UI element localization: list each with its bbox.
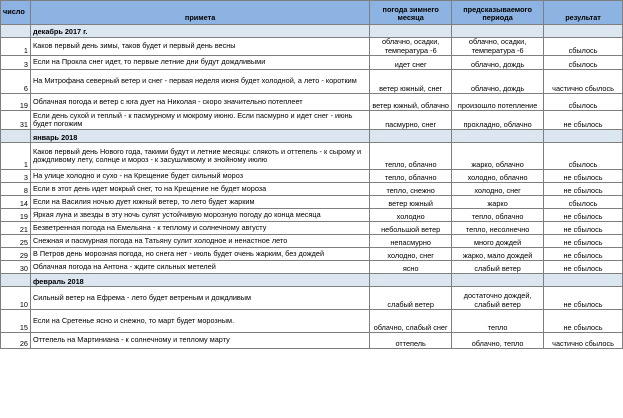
forecast-cell[interactable]: жарко, мало дождей <box>452 248 544 261</box>
weather-cell[interactable]: ветер южный <box>370 196 452 209</box>
weather-cell[interactable]: пасмурно, снег <box>370 111 452 130</box>
day-cell[interactable]: 31 <box>1 111 31 130</box>
month-row <box>1 25 623 38</box>
table-row <box>1 209 623 222</box>
forecast-cell[interactable]: много дождей <box>452 235 544 248</box>
sign-cell[interactable]: Снежная и пасмурная погода на Татьяну сулит холодное и ненастное лето <box>30 235 369 248</box>
month-row-blank-cell[interactable] <box>370 274 452 287</box>
weather-cell[interactable]: слабый ветер <box>370 287 452 310</box>
header-result[interactable]: результат <box>544 1 623 25</box>
forecast-cell[interactable]: холодно, снег <box>452 183 544 196</box>
result-cell[interactable]: не сбылось <box>544 183 623 196</box>
forecast-cell[interactable]: тепло <box>452 310 544 333</box>
table-row <box>1 56 623 70</box>
weather-cell[interactable]: тепло, облачно <box>370 143 452 170</box>
month-title[interactable]: январь 2018 <box>30 130 369 143</box>
weather-cell[interactable]: холодно, снег <box>370 248 452 261</box>
forecast-cell[interactable]: облачно, осадки, температура -6 <box>452 38 544 56</box>
sign-cell[interactable]: На Митрофана северный ветер и снег - первая неделя июня будет холодной, а лето - коротким <box>30 70 369 94</box>
month-row-blank-cell[interactable] <box>1 274 31 287</box>
day-cell[interactable]: 26 <box>1 333 31 349</box>
forecast-cell[interactable]: жарко, облачно <box>452 143 544 170</box>
month-row-blank-cell[interactable] <box>1 25 31 38</box>
month-row-blank-cell[interactable] <box>544 25 623 38</box>
table-row <box>1 248 623 261</box>
table-row <box>1 333 623 349</box>
sign-cell[interactable]: Оттепель на Мартиниана - к солнечному и теплому марту <box>30 333 369 349</box>
forecast-cell[interactable]: слабый ветер <box>452 261 544 274</box>
forecast-cell[interactable]: тепло, несолнечно <box>452 222 544 235</box>
weather-cell[interactable]: тепло, облачно <box>370 170 452 183</box>
month-row-blank-cell[interactable] <box>452 130 544 143</box>
result-cell[interactable]: не сбылось <box>544 222 623 235</box>
day-cell[interactable]: 19 <box>1 94 31 111</box>
table-row <box>1 38 623 56</box>
result-cell[interactable]: не сбылось <box>544 209 623 222</box>
result-cell[interactable]: сбылось <box>544 196 623 209</box>
sign-cell[interactable]: Если день сухой и теплый - к пасмурному и мокрому июню. Если пасмурно и идет снег - июнь будет погожим <box>30 111 369 130</box>
sign-cell[interactable]: Сильный ветер на Ефрема - лето будет ветреным и дождливым <box>30 287 369 310</box>
day-cell[interactable]: 3 <box>1 56 31 70</box>
weather-cell[interactable]: непасмурно <box>370 235 452 248</box>
sign-cell[interactable]: Если в этот день идет мокрый снег, то на Крещение не будет мороза <box>30 183 369 196</box>
sign-cell[interactable]: Безветренная погода на Емельяна - к теплому и солнечному августу <box>30 222 369 235</box>
result-cell[interactable]: не сбылось <box>544 310 623 333</box>
table-row <box>1 94 623 111</box>
result-cell[interactable]: сбылось <box>544 56 623 70</box>
result-cell[interactable]: сбылось <box>544 94 623 111</box>
result-cell[interactable]: сбылось <box>544 143 623 170</box>
day-cell[interactable]: 8 <box>1 183 31 196</box>
table-row <box>1 222 623 235</box>
day-cell[interactable]: 29 <box>1 248 31 261</box>
day-cell[interactable]: 14 <box>1 196 31 209</box>
weather-cell[interactable]: оттепель <box>370 333 452 349</box>
header-day[interactable]: число <box>1 1 31 25</box>
forecast-cell[interactable]: достаточно дождей, слабый ветер <box>452 287 544 310</box>
month-row-blank-cell[interactable] <box>370 130 452 143</box>
day-cell[interactable]: 1 <box>1 38 31 56</box>
result-cell[interactable]: сбылось <box>544 38 623 56</box>
sign-cell[interactable]: Если на Василия ночью дует южный ветер, то лето будет жарким <box>30 196 369 209</box>
sign-cell[interactable]: На улице холодно и сухо - на Крещение будет сильный мороз <box>30 170 369 183</box>
sign-cell[interactable]: Если на Прокла снег идет, то первые летние дни будут дождливыми <box>30 56 369 70</box>
day-cell[interactable]: 3 <box>1 170 31 183</box>
table-row <box>1 143 623 170</box>
weather-cell[interactable]: тепло, снежно <box>370 183 452 196</box>
table-row <box>1 70 623 94</box>
sign-cell[interactable]: Яркая луна и звезды в эту ночь сулят устойчивую морозную погоду до конца месяца <box>30 209 369 222</box>
table-row <box>1 170 623 183</box>
table-row <box>1 310 623 333</box>
table-row <box>1 287 623 310</box>
sign-cell[interactable]: Облачная погода и ветер с юга дует на Николая - скоро значительно потеплеет <box>30 94 369 111</box>
forecast-cell[interactable]: холодно, облачно <box>452 170 544 183</box>
forecast-cell[interactable]: прохладно, облачно <box>452 111 544 130</box>
weather-cell[interactable]: ветер южный, облачно <box>370 94 452 111</box>
day-cell[interactable]: 6 <box>1 70 31 94</box>
result-cell[interactable]: не сбылось <box>544 261 623 274</box>
month-title[interactable]: февраль 2018 <box>30 274 369 287</box>
result-cell[interactable]: не сбылось <box>544 235 623 248</box>
result-cell[interactable]: не сбылось <box>544 111 623 130</box>
forecast-cell[interactable]: облачно, тепло <box>452 333 544 349</box>
weather-cell[interactable]: холодно <box>370 209 452 222</box>
result-cell[interactable]: частично сбылось <box>544 333 623 349</box>
month-row-blank-cell[interactable] <box>452 25 544 38</box>
weather-cell[interactable]: ветер южный, снег <box>370 70 452 94</box>
sign-cell[interactable]: Если на Сретенье ясно и снежно, то март будет морозным. <box>30 310 369 333</box>
weather-cell[interactable]: ясно <box>370 261 452 274</box>
weather-cell[interactable]: идет снег <box>370 56 452 70</box>
sign-cell[interactable]: Облачная погода на Антона - ждите сильных метелей <box>30 261 369 274</box>
day-cell[interactable]: 15 <box>1 310 31 333</box>
sign-cell[interactable]: Каков первый день зимы, таков будет и первый день весны <box>30 38 369 56</box>
month-row-blank-cell[interactable] <box>1 130 31 143</box>
day-cell[interactable]: 1 <box>1 143 31 170</box>
table-row <box>1 196 623 209</box>
forecast-cell[interactable]: жарко <box>452 196 544 209</box>
forecast-cell[interactable]: облачно, дождь <box>452 56 544 70</box>
weather-cell[interactable]: небольшой ветер <box>370 222 452 235</box>
day-cell[interactable]: 19 <box>1 209 31 222</box>
month-row <box>1 130 623 143</box>
sign-cell[interactable]: Каков первый день Нового года, такими будут и летние месяцы: слякоть и оттепель - к сырому и дождливому лету, солнце и мороз - к засушливому и знойному июлю <box>30 143 369 170</box>
table-row <box>1 261 623 274</box>
header-weather[interactable]: погода зимнего месяца <box>370 1 452 25</box>
day-cell[interactable]: 10 <box>1 287 31 310</box>
forecast-cell[interactable]: произошло потепление <box>452 94 544 111</box>
month-row-blank-cell[interactable] <box>544 130 623 143</box>
month-row <box>1 274 623 287</box>
weather-cell[interactable]: облачно, слабый снег <box>370 310 452 333</box>
result-cell[interactable]: частично сбылось <box>544 70 623 94</box>
forecast-cell[interactable]: тепло, облачно <box>452 209 544 222</box>
table-row <box>1 111 623 130</box>
sign-cell[interactable]: В Петров день морозная погода, но снега нет - июль будет очень жарким, без дождей <box>30 248 369 261</box>
header-row <box>1 1 623 25</box>
table-row <box>1 235 623 248</box>
day-cell[interactable]: 30 <box>1 261 31 274</box>
result-cell[interactable]: не сбылось <box>544 170 623 183</box>
header-forecast[interactable]: предсказываемого периода <box>452 1 544 25</box>
month-row-blank-cell[interactable] <box>544 274 623 287</box>
weather-cell[interactable]: облачно, осадки, температура -6 <box>370 38 452 56</box>
month-row-blank-cell[interactable] <box>370 25 452 38</box>
result-cell[interactable]: не сбылось <box>544 248 623 261</box>
table-row <box>1 183 623 196</box>
result-cell[interactable]: не сбылось <box>544 287 623 310</box>
day-cell[interactable]: 21 <box>1 222 31 235</box>
month-title[interactable]: декабрь 2017 г. <box>30 25 369 38</box>
forecast-cell[interactable]: облачно, дождь <box>452 70 544 94</box>
header-sign[interactable]: примета <box>30 1 369 25</box>
day-cell[interactable]: 25 <box>1 235 31 248</box>
month-row-blank-cell[interactable] <box>452 274 544 287</box>
